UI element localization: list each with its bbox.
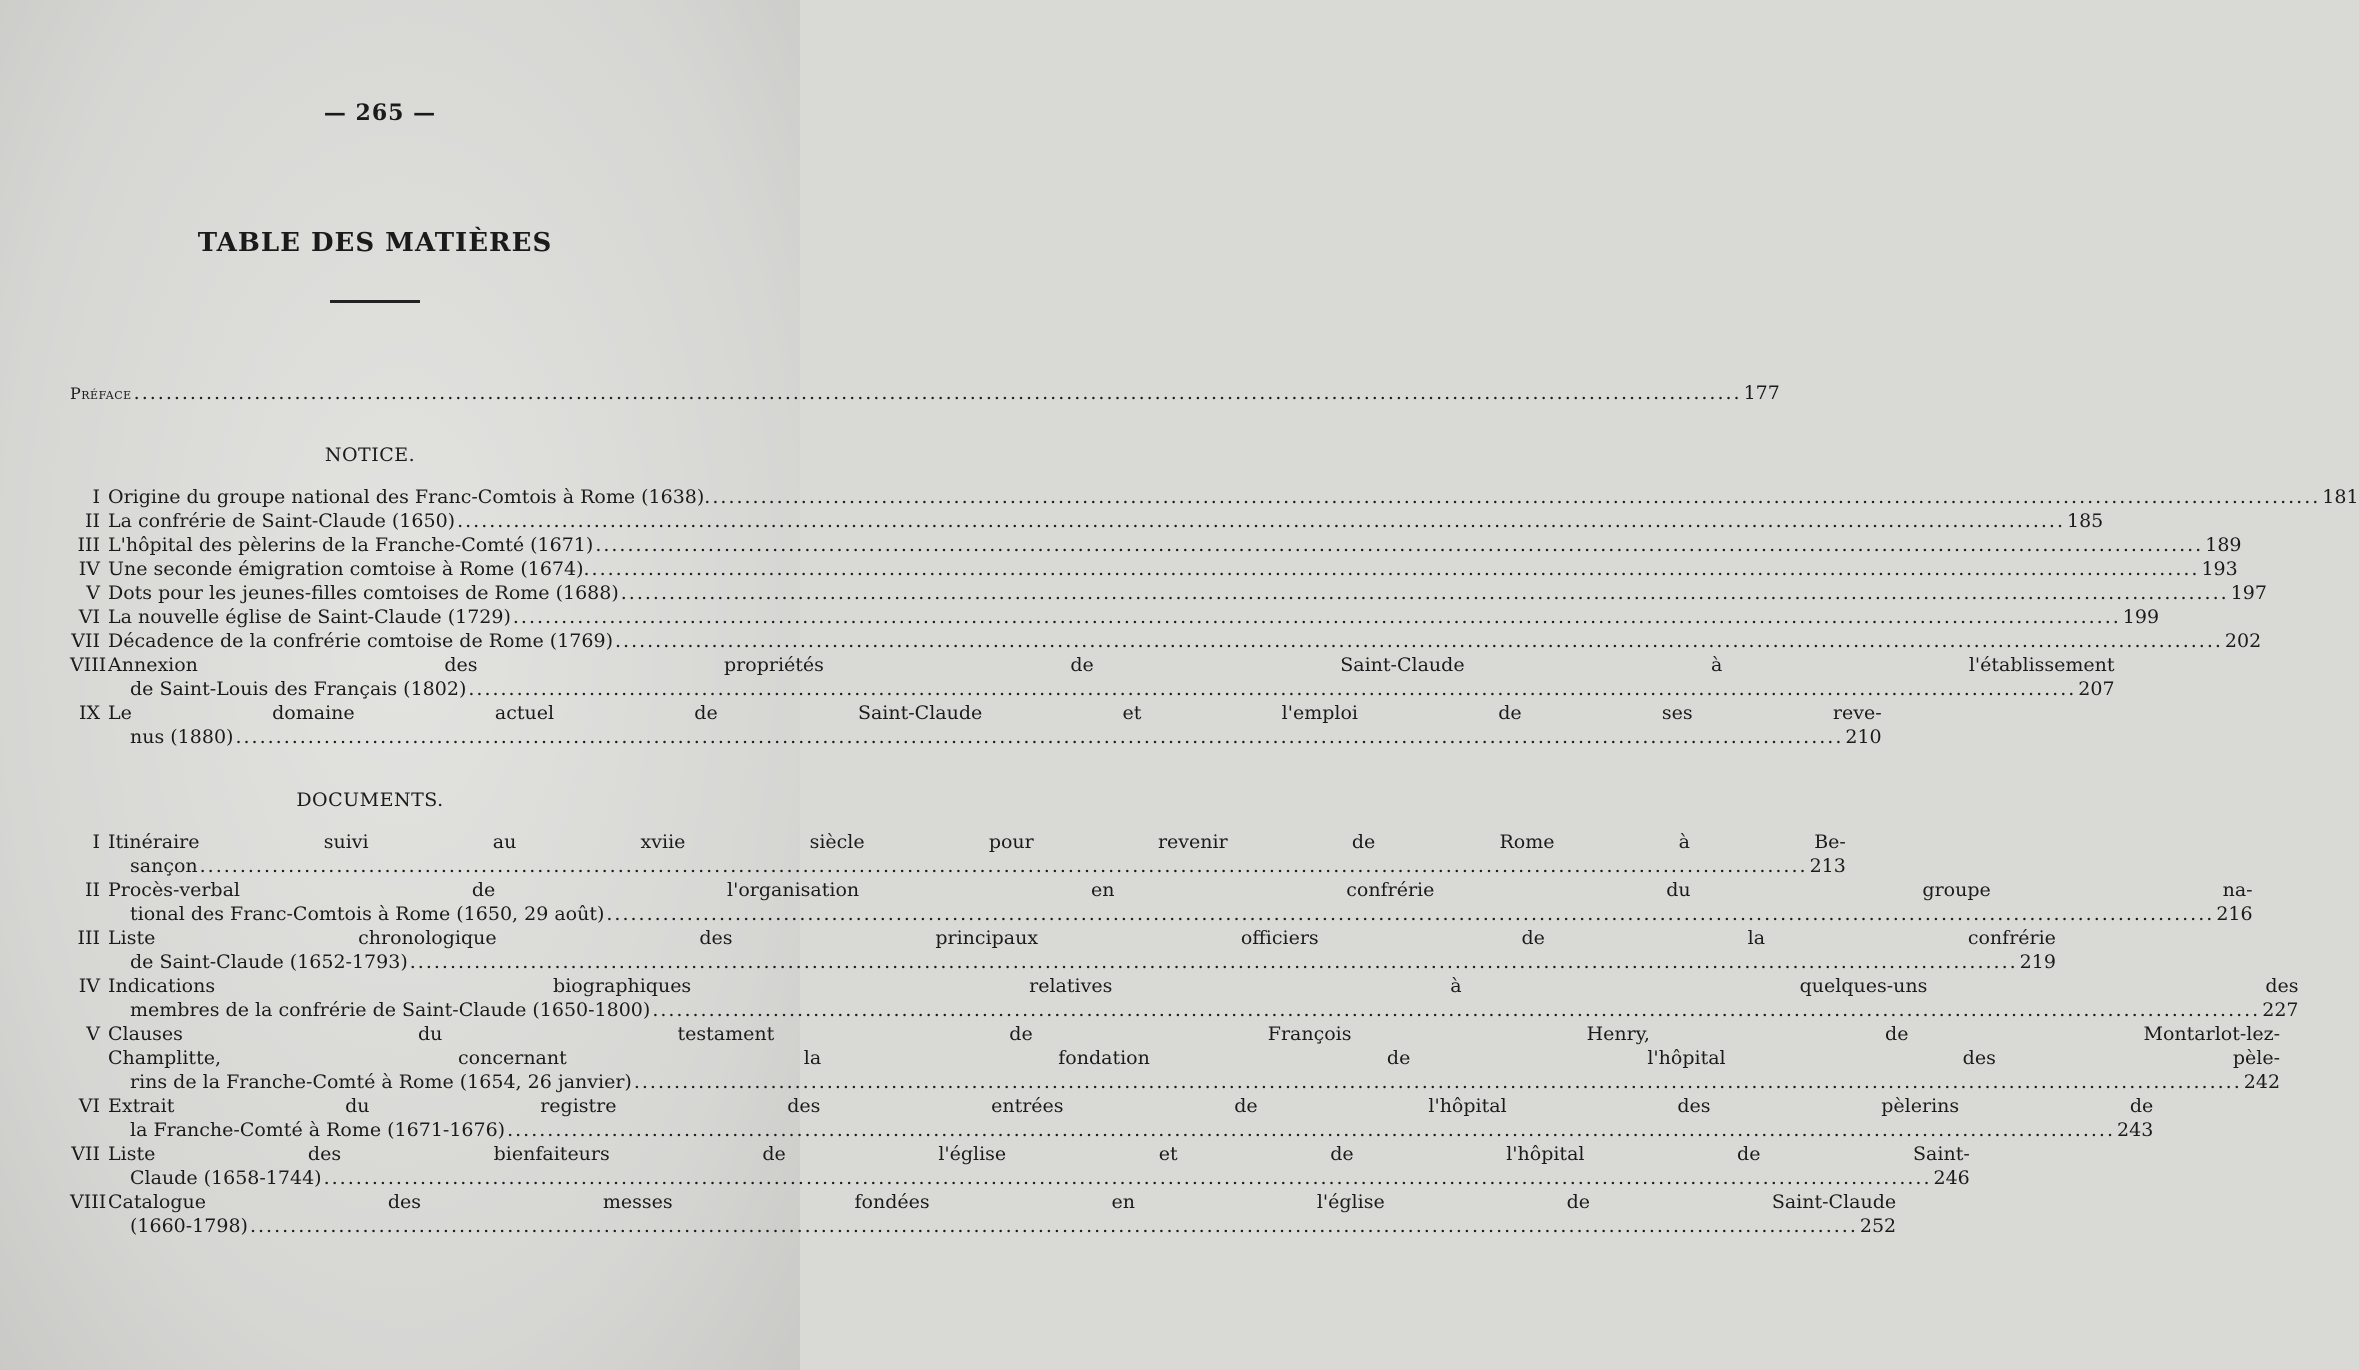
toc-entry <box>70 1094 2154 1142</box>
toc-entry-body <box>108 974 2299 1022</box>
toc-entry-last-line <box>108 1166 1970 1190</box>
toc-entry-body <box>108 581 2267 605</box>
dot-leader <box>457 509 2065 533</box>
toc-entry-number: VI <box>78 1095 100 1117</box>
toc-entry-title: nus (1880) <box>130 726 234 748</box>
toc-entry-line: Itinéraire suivi au xviie siècle pour revenir de Rome à Be- <box>108 831 1846 853</box>
toc-entry-last-line <box>108 581 2267 605</box>
toc-entry-body <box>108 1094 2153 1142</box>
toc-entry-body <box>108 485 2359 509</box>
toc-entry-body <box>108 1142 1970 1190</box>
toc-entry-line: Liste des bienfaiteurs de l'église et de l'hôpital de Saint- <box>108 1143 1970 1165</box>
toc-entry-title: Origine du groupe national des Franc-Comtois à Rome (1638). <box>108 486 711 508</box>
toc-page-number: 207 <box>2078 678 2115 700</box>
toc-entry-last-line <box>108 533 2242 557</box>
toc-entry-last-line <box>108 509 2103 533</box>
toc-entry <box>70 701 1882 749</box>
title-divider <box>330 300 420 303</box>
dot-leader <box>200 854 1808 878</box>
toc-entry <box>70 533 2242 557</box>
toc-entry-number: III <box>77 534 100 556</box>
dot-leader <box>712 485 2320 509</box>
toc-entry <box>70 629 2262 653</box>
dot-leader <box>615 629 2223 653</box>
toc-entry-last-line <box>108 854 1846 878</box>
toc-entry-title: sançon <box>130 855 198 877</box>
toc-page-number: 185 <box>2067 510 2104 532</box>
toc-entry-line: Extrait du registre des entrées de l'hôpital des pèlerins de <box>108 1095 2154 1117</box>
toc-entry-body <box>108 629 2261 653</box>
toc-page-number: 199 <box>2122 606 2160 628</box>
dot-leader <box>634 1070 2242 1094</box>
dot-leader <box>410 950 2018 974</box>
toc-entry-title: Dots pour les jeunes-filles comtoises de Rome (1688) <box>108 582 619 604</box>
toc-entry-title: de Saint-Louis des Français (1802) <box>130 678 467 700</box>
toc-entry-number: IX <box>78 702 100 724</box>
toc-entry-line: Champlitte, concernant la fondation de l'hôpital des pèle- <box>108 1047 2281 1069</box>
toc-page-number: 252 <box>1859 1215 1897 1237</box>
toc-page-number: 219 <box>2019 951 2056 973</box>
dot-leader <box>513 605 2121 629</box>
dot-leader <box>324 1166 1932 1190</box>
dot-leader <box>134 382 1742 404</box>
toc-entry <box>70 485 2359 509</box>
toc-entry <box>70 926 2056 974</box>
toc-entry-title: (1660-1798) <box>130 1215 248 1237</box>
toc-entry <box>70 1190 1897 1238</box>
toc-entry-title: La nouvelle église de Saint-Claude (1729) <box>108 606 511 628</box>
page-title: TABLE DES MATIÈRES <box>197 228 553 258</box>
toc-entry-title: la Franche-Comté à Rome (1671-1676) <box>130 1119 506 1141</box>
toc-entry <box>70 509 2104 533</box>
toc-entry-body <box>108 1190 1896 1238</box>
toc-entry-last-line <box>108 557 2238 581</box>
toc-entry-body <box>108 926 2056 974</box>
toc-entry-label: Préface <box>70 384 132 403</box>
toc-entry <box>70 830 1846 878</box>
toc-entry-last-line <box>108 998 2299 1022</box>
toc-page-number: 181 <box>2322 486 2359 508</box>
toc-entry-last-line <box>108 950 2056 974</box>
toc-entry-body <box>108 1022 2280 1094</box>
dot-leader <box>468 677 2076 701</box>
toc-entry <box>70 1022 2281 1094</box>
toc-entry <box>70 974 2299 1022</box>
toc-page-number: 202 <box>2224 630 2262 652</box>
toc-entry-title: Une seconde émigration comtoise à Rome (1674). <box>108 558 590 580</box>
toc-entry-line: Le domaine actuel de Saint-Claude et l'emploi de ses reve- <box>108 702 1882 724</box>
toc-entry-line: Clauses du testament de François Henry, de Montarlot-lez- <box>108 1023 2281 1045</box>
toc-entry-line: Annexion des propriétés de Saint-Claude à l'établissement <box>108 654 2115 676</box>
toc-entry-last-line <box>108 605 2159 629</box>
toc-entry-body <box>108 533 2242 557</box>
toc-entry-number: VIII <box>70 1191 107 1213</box>
toc-entry-title: Claude (1658-1744) <box>130 1167 322 1189</box>
toc-entry-line: Catalogue des messes fondées en l'église de Saint-Claude <box>108 1191 1897 1213</box>
page-number: — 265 — <box>323 100 437 126</box>
toc-page-number: 193 <box>2201 558 2238 580</box>
toc-page-number: 213 <box>1809 855 1846 877</box>
toc-entry-last-line <box>108 677 2115 701</box>
toc-entry-number: IV <box>78 558 100 580</box>
toc-entry-number: VII <box>71 630 100 652</box>
toc-page-number: 210 <box>1845 726 1882 748</box>
toc-entry-body <box>108 830 1846 878</box>
documents-list <box>70 830 2299 1238</box>
toc-entry-body <box>108 605 2159 629</box>
toc-entry-number: I <box>92 486 100 508</box>
dot-leader <box>595 533 2203 557</box>
toc-entry-title: Décadence de la confrérie comtoise de Rome (1769) <box>108 630 613 652</box>
toc-entry-line: Indications biographiques relatives à quelques-uns des <box>108 975 2299 997</box>
toc-entry <box>70 878 2253 926</box>
notice-list <box>70 485 2359 749</box>
toc-entry-number: II <box>84 879 100 901</box>
dot-leader <box>652 998 2260 1022</box>
toc-entry-last-line <box>108 485 2359 509</box>
toc-entry-body <box>108 557 2238 581</box>
toc-entry-body <box>108 653 2115 701</box>
toc-entry-body <box>108 701 1882 749</box>
toc-entry-last-line <box>108 629 2261 653</box>
toc-entry-title: L'hôpital des pèlerins de la Franche-Comté (1671) <box>108 534 594 556</box>
toc-entry-title: membres de la confrérie de Saint-Claude (1650-1800) <box>130 999 651 1021</box>
toc-entry <box>70 557 2238 581</box>
dot-leader <box>235 725 1843 749</box>
toc-entry-number: VII <box>71 1143 100 1165</box>
toc-entry-number: IV <box>78 975 100 997</box>
toc-page-number: 242 <box>2243 1071 2281 1093</box>
toc-entry-number: VIII <box>70 654 107 676</box>
dot-leader <box>507 1118 2115 1142</box>
dot-leader <box>250 1214 1858 1238</box>
toc-entry <box>70 605 2160 629</box>
toc-page-number: 246 <box>1933 1167 1970 1189</box>
toc-entry-title: de Saint-Claude (1652-1793) <box>130 951 408 973</box>
toc-page-number: 243 <box>2117 1119 2154 1141</box>
dot-leader <box>592 557 2200 581</box>
toc-entry-number: V <box>86 1023 100 1045</box>
toc-page-number: 177 <box>1743 382 1780 404</box>
toc-entry <box>70 653 2115 701</box>
toc-entry-body <box>108 509 2103 533</box>
toc-entry-number: III <box>77 927 100 949</box>
toc-entry <box>70 1142 1970 1190</box>
toc-page-number: 227 <box>2262 999 2299 1021</box>
dot-leader <box>606 902 2214 926</box>
section-heading-notice: NOTICE. <box>324 444 416 466</box>
toc-entry-last-line <box>108 1214 1896 1238</box>
toc-entry-line: Liste chronologique des principaux officiers de la confrérie <box>108 927 2056 949</box>
toc-entry-last-line <box>108 725 1882 749</box>
toc-entry-preface <box>70 382 1780 404</box>
toc-entry-last-line <box>108 1118 2153 1142</box>
toc-entry <box>70 581 2267 605</box>
toc-entry-number: II <box>84 510 100 532</box>
section-heading-documents: DOCUMENTS. <box>296 789 444 811</box>
toc-entry-last-line <box>108 902 2253 926</box>
toc-page-number: 189 <box>2205 534 2242 556</box>
toc-page-number: 216 <box>2216 903 2253 925</box>
toc-entry-last-line <box>108 1070 2280 1094</box>
toc-entry-number: I <box>92 831 100 853</box>
toc-page-number: 197 <box>2230 582 2267 604</box>
dot-leader <box>621 581 2229 605</box>
toc-entry-body <box>108 878 2253 926</box>
toc-entry-number: V <box>86 582 100 604</box>
toc-entry-title: rins de la Franche-Comté à Rome (1654, 26 janvier) <box>130 1071 632 1093</box>
toc-entry-line: Procès-verbal de l'organisation en confrérie du groupe na- <box>108 879 2253 901</box>
toc-entry-title: tional des Franc-Comtois à Rome (1650, 29 août) <box>130 903 605 925</box>
toc-entry-number: VI <box>78 606 100 628</box>
toc-entry-title: La confrérie de Saint-Claude (1650) <box>108 510 456 532</box>
